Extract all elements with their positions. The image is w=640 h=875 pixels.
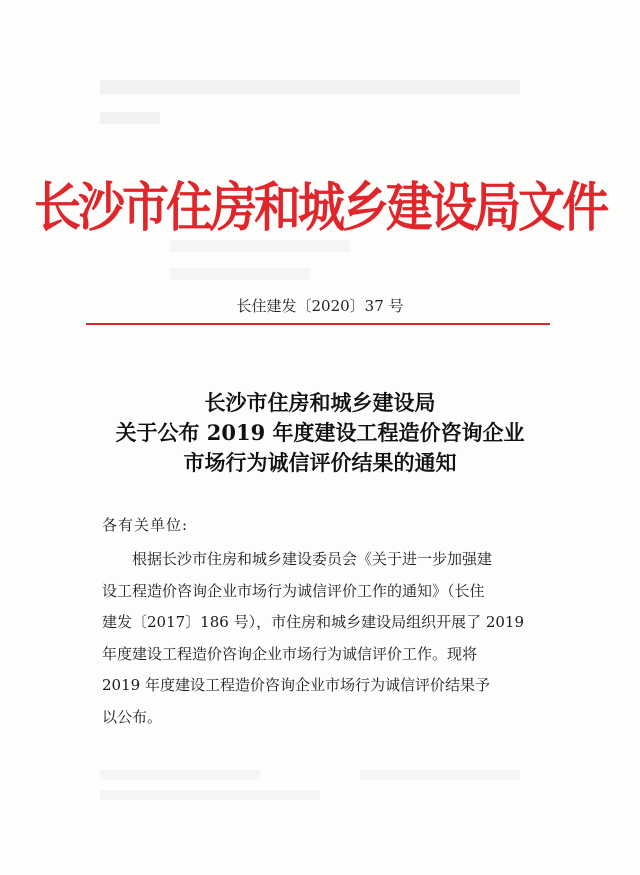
show-through-mark bbox=[100, 80, 520, 94]
notice-title-line: 长沙市住房和城乡建设局 bbox=[204, 390, 436, 415]
body-line: 设工程造价咨询企业市场行为诚信评价工作的通知》（长住 bbox=[102, 581, 485, 600]
show-through-mark bbox=[170, 268, 310, 280]
show-through-mark bbox=[100, 112, 160, 124]
document-number: 长住建发〔2020〕37 号 bbox=[236, 297, 404, 315]
show-through-mark bbox=[170, 240, 350, 252]
body-line: 2019 年度建设工程造价咨询企业市场行为诚信评价结果予 bbox=[102, 676, 490, 694]
notice-body bbox=[102, 544, 548, 733]
notice-title-line: 关于公布 2019 年度建设工程造价咨询企业 bbox=[115, 420, 525, 445]
header-red-divider bbox=[86, 323, 550, 325]
show-through-mark bbox=[360, 770, 520, 780]
body-line: 根据长沙市住房和城乡建设委员会《关于进一步加强建 bbox=[102, 550, 493, 568]
salutation: 各有关单位: bbox=[102, 516, 189, 534]
body-line: 年度建设工程造价咨询企业市场行为诚信评价工作。现将 bbox=[102, 644, 478, 663]
show-through-mark bbox=[100, 770, 260, 780]
notice-title-line: 市场行为诚信评价结果的通知 bbox=[183, 450, 457, 475]
notice-title bbox=[0, 388, 640, 478]
body-line: 以公布。 bbox=[102, 707, 163, 726]
show-through-mark bbox=[100, 790, 320, 800]
document-header-title: 长沙市住房和城乡建设局文件 bbox=[34, 177, 606, 239]
body-line: 建发〔2017〕186 号），市住房和城乡建设局组织开展了 2019 bbox=[102, 613, 525, 631]
